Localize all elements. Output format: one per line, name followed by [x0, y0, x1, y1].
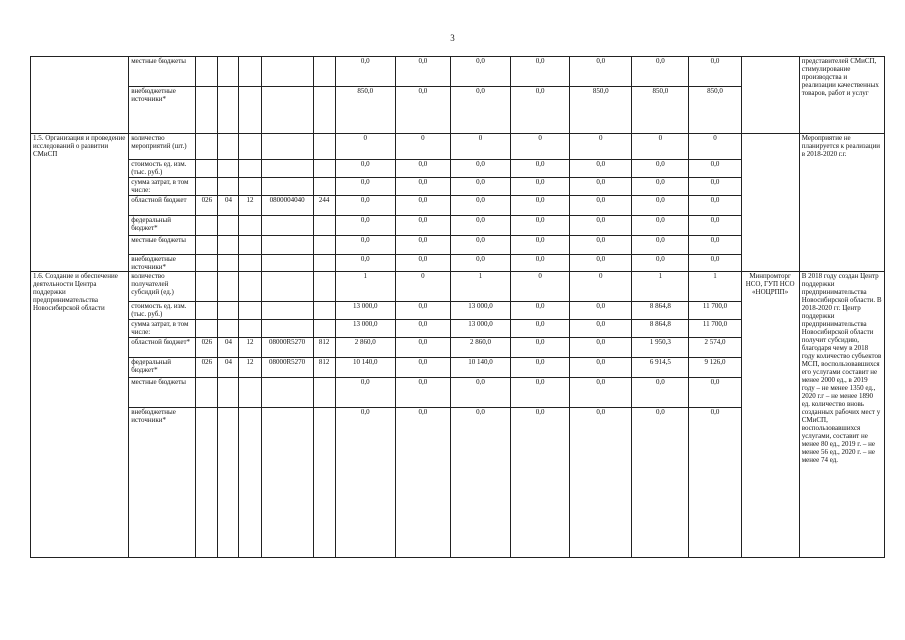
- value-cell: 0,0: [511, 302, 570, 320]
- budget-code: 04: [218, 358, 239, 378]
- budget-code: [196, 160, 218, 178]
- budget-code: [313, 272, 335, 302]
- indicator-label: местные бюджеты: [129, 378, 196, 408]
- budget-code: [261, 87, 313, 134]
- value-cell: 0,0: [511, 216, 570, 236]
- budget-code: [196, 272, 218, 302]
- budget-code: [313, 87, 335, 134]
- budget-code: [196, 408, 218, 558]
- value-cell: 13 000,0: [335, 302, 395, 320]
- executor: [741, 134, 799, 272]
- value-cell: 0,0: [395, 196, 450, 216]
- budget-code: [218, 378, 239, 408]
- value-cell: 0,0: [450, 378, 510, 408]
- value-cell: 850,0: [632, 87, 689, 134]
- value-cell: 0,0: [632, 216, 689, 236]
- expected-result: В 2018 году создан Центр поддержки предпринимательства Новосибирской области. В 2018-2020 гг. Центр поддержки предпринимательства Новосибирской области получит субсидию, благодаря чему в 2018 году количество субъектов МСП, воспользовавшихся его услугами составит не менее 2000 ед., в 2019 году – не менее 1350 ед., 2020 г.г – не менее 1890 ед. количество вновь созданных рабочих мест у СМиСП, воспользовавшихся услугами, составит не менее 80 ед., 2019 г. – не менее 56 ед., 2020 г. – не менее 74 ед.: [799, 272, 884, 558]
- value-cell: 0,0: [511, 378, 570, 408]
- value-cell: 0: [511, 272, 570, 302]
- budget-code: [313, 236, 335, 255]
- value-cell: 1: [689, 272, 741, 302]
- page-number: 3: [450, 33, 455, 43]
- budget-code: [239, 378, 261, 408]
- budget-code: [239, 408, 261, 558]
- value-cell: 0,0: [450, 408, 510, 558]
- table-row: [31, 134, 885, 160]
- budget-code: [261, 57, 313, 87]
- budget-code: [218, 57, 239, 87]
- value-cell: 0,0: [689, 236, 741, 255]
- value-cell: 0,0: [570, 160, 632, 178]
- budget-code: 026: [196, 358, 218, 378]
- value-cell: 0,0: [570, 320, 632, 338]
- budget-code: 08000R5270: [261, 358, 313, 378]
- table-row: [31, 272, 885, 302]
- value-cell: 0,0: [570, 255, 632, 272]
- value-cell: 0,0: [511, 358, 570, 378]
- budget-code: [218, 408, 239, 558]
- budget-code: [218, 87, 239, 134]
- value-cell: 0,0: [450, 160, 510, 178]
- value-cell: 850,0: [335, 87, 395, 134]
- budget-code: [261, 378, 313, 408]
- activity-title: 1.6. Создание и обеспечение деятельности Центра поддержки предпринимательства Новосибирской области: [31, 272, 129, 558]
- budget-code: [261, 302, 313, 320]
- value-cell: 0,0: [632, 57, 689, 87]
- value-cell: 2 574,0: [689, 338, 741, 358]
- budget-code: [196, 87, 218, 134]
- value-cell: 0,0: [632, 160, 689, 178]
- value-cell: 0,0: [395, 160, 450, 178]
- value-cell: 0,0: [511, 408, 570, 558]
- budget-code: [239, 255, 261, 272]
- value-cell: 2 860,0: [450, 338, 510, 358]
- executor: [741, 57, 799, 134]
- indicator-label: внебюджетные источники*: [129, 255, 196, 272]
- value-cell: 0,0: [335, 160, 395, 178]
- value-cell: 0,0: [570, 196, 632, 216]
- budget-code: [313, 302, 335, 320]
- budget-code: [218, 216, 239, 236]
- value-cell: 0,0: [570, 408, 632, 558]
- budget-code: 026: [196, 338, 218, 358]
- budget-code: [196, 378, 218, 408]
- value-cell: 0,0: [395, 57, 450, 87]
- budget-code: [196, 216, 218, 236]
- value-cell: 0: [689, 134, 741, 160]
- budget-code: [313, 160, 335, 178]
- budget-code: [196, 57, 218, 87]
- budget-code: [196, 302, 218, 320]
- indicator-label: областной бюджет*: [129, 338, 196, 358]
- value-cell: 0,0: [450, 255, 510, 272]
- value-cell: 0: [395, 272, 450, 302]
- value-cell: 0,0: [689, 160, 741, 178]
- budget-table: [30, 56, 885, 558]
- value-cell: 0,0: [689, 255, 741, 272]
- budget-code: 12: [239, 338, 261, 358]
- value-cell: 0,0: [395, 178, 450, 196]
- budget-code: [239, 320, 261, 338]
- budget-code: [261, 272, 313, 302]
- value-cell: 0,0: [395, 338, 450, 358]
- value-cell: 0,0: [570, 358, 632, 378]
- budget-code: [313, 255, 335, 272]
- value-cell: 0,0: [335, 236, 395, 255]
- value-cell: 0,0: [395, 320, 450, 338]
- indicator-label: сумма затрат, в том числе:: [129, 178, 196, 196]
- value-cell: 11 700,0: [689, 302, 741, 320]
- value-cell: 13 000,0: [450, 320, 510, 338]
- indicator-label: внебюджетные источники*: [129, 87, 196, 134]
- budget-code: 08000R5270: [261, 338, 313, 358]
- budget-code: [218, 236, 239, 255]
- value-cell: 0,0: [395, 358, 450, 378]
- value-cell: 0,0: [511, 196, 570, 216]
- budget-code: [218, 302, 239, 320]
- value-cell: 0: [395, 134, 450, 160]
- value-cell: 0,0: [395, 87, 450, 134]
- indicator-label: федеральный бюджет*: [129, 358, 196, 378]
- budget-code: [261, 320, 313, 338]
- budget-code: [218, 272, 239, 302]
- value-cell: 0,0: [395, 378, 450, 408]
- value-cell: 0,0: [570, 302, 632, 320]
- budget-code: [261, 255, 313, 272]
- value-cell: 0,0: [570, 57, 632, 87]
- budget-code: [313, 57, 335, 87]
- budget-code: [196, 320, 218, 338]
- value-cell: 0,0: [632, 255, 689, 272]
- value-cell: 0,0: [511, 255, 570, 272]
- value-cell: 0: [335, 134, 395, 160]
- value-cell: 0,0: [511, 160, 570, 178]
- value-cell: 0,0: [511, 236, 570, 255]
- value-cell: 850,0: [570, 87, 632, 134]
- budget-code: [313, 378, 335, 408]
- value-cell: 0,0: [335, 408, 395, 558]
- value-cell: 0,0: [335, 57, 395, 87]
- value-cell: 0,0: [395, 255, 450, 272]
- value-cell: 0,0: [450, 236, 510, 255]
- budget-code: [239, 302, 261, 320]
- budget-code: [196, 178, 218, 196]
- expected-result: Мероприятие не планируется к реализации в 2018-2020 г.г.: [799, 134, 884, 272]
- value-cell: 0,0: [689, 178, 741, 196]
- value-cell: 0,0: [450, 216, 510, 236]
- indicator-label: областной бюджет: [129, 196, 196, 216]
- value-cell: 0,0: [511, 338, 570, 358]
- executor: Минпромторг НСО, ГУП НСО «НОЦРПП»: [741, 272, 799, 558]
- value-cell: 0,0: [632, 196, 689, 216]
- budget-code: [196, 236, 218, 255]
- budget-code: [239, 57, 261, 87]
- value-cell: 0,0: [335, 216, 395, 236]
- value-cell: 10 140,0: [450, 358, 510, 378]
- value-cell: 0,0: [632, 408, 689, 558]
- budget-code: 12: [239, 358, 261, 378]
- expected-result: представителей СМиСП, стимулирование производства и реализации качественных товаров, работ и услуг: [799, 57, 884, 134]
- value-cell: 0,0: [450, 57, 510, 87]
- budget-code: [313, 216, 335, 236]
- value-cell: 0: [450, 134, 510, 160]
- activity-title: [31, 57, 129, 134]
- budget-code: 812: [313, 358, 335, 378]
- budget-code: [261, 134, 313, 160]
- value-cell: 1: [335, 272, 395, 302]
- budget-code: [196, 134, 218, 160]
- indicator-label: внебюджетные источники*: [129, 408, 196, 558]
- indicator-label: стоимость ед. изм. (тыс. руб.): [129, 302, 196, 320]
- value-cell: 8 864,8: [632, 320, 689, 338]
- value-cell: 0: [511, 134, 570, 160]
- budget-code: 0800004040: [261, 196, 313, 216]
- budget-code: [196, 255, 218, 272]
- budget-code: [239, 178, 261, 196]
- budget-code: 04: [218, 196, 239, 216]
- value-cell: 0,0: [632, 178, 689, 196]
- value-cell: 0,0: [632, 378, 689, 408]
- value-cell: 0,0: [689, 216, 741, 236]
- value-cell: 0,0: [570, 178, 632, 196]
- value-cell: 0,0: [395, 236, 450, 255]
- value-cell: 1: [632, 272, 689, 302]
- value-cell: 0,0: [395, 302, 450, 320]
- value-cell: 0,0: [450, 178, 510, 196]
- value-cell: 0,0: [335, 255, 395, 272]
- budget-code: [261, 408, 313, 558]
- value-cell: 0,0: [511, 57, 570, 87]
- value-cell: 0,0: [570, 236, 632, 255]
- indicator-label: стоимость ед. изм. (тыс. руб.): [129, 160, 196, 178]
- activity-title: 1.5. Организация и проведение исследований о развитии СМиСП: [31, 134, 129, 272]
- budget-code: [239, 160, 261, 178]
- value-cell: 1 950,3: [632, 338, 689, 358]
- value-cell: 0: [570, 272, 632, 302]
- budget-code: [313, 408, 335, 558]
- budget-code: [218, 320, 239, 338]
- budget-code: [261, 236, 313, 255]
- budget-code: [313, 134, 335, 160]
- budget-code: [313, 320, 335, 338]
- indicator-label: количество получателей субсидий (ед.): [129, 272, 196, 302]
- value-cell: 2 860,0: [335, 338, 395, 358]
- value-cell: 0,0: [570, 338, 632, 358]
- budget-code: [218, 178, 239, 196]
- value-cell: 0,0: [570, 216, 632, 236]
- value-cell: 0,0: [570, 378, 632, 408]
- value-cell: 0,0: [511, 87, 570, 134]
- value-cell: 0,0: [395, 216, 450, 236]
- value-cell: 0,0: [689, 196, 741, 216]
- value-cell: 0,0: [511, 320, 570, 338]
- budget-code: [239, 272, 261, 302]
- budget-code: [218, 255, 239, 272]
- budget-code: [218, 134, 239, 160]
- budget-code: [261, 216, 313, 236]
- value-cell: 0,0: [689, 378, 741, 408]
- value-cell: 11 700,0: [689, 320, 741, 338]
- table-row: [31, 57, 885, 87]
- budget-code: 04: [218, 338, 239, 358]
- value-cell: 0,0: [511, 178, 570, 196]
- indicator-label: количество мероприятий (шт.): [129, 134, 196, 160]
- value-cell: 13 000,0: [450, 302, 510, 320]
- budget-code: 812: [313, 338, 335, 358]
- value-cell: 850,0: [689, 87, 741, 134]
- budget-code: [313, 178, 335, 196]
- value-cell: 0,0: [689, 408, 741, 558]
- value-cell: 8 864,8: [632, 302, 689, 320]
- value-cell: 6 914,5: [632, 358, 689, 378]
- value-cell: 0,0: [335, 178, 395, 196]
- value-cell: 1: [450, 272, 510, 302]
- budget-code: 244: [313, 196, 335, 216]
- budget-code: [218, 160, 239, 178]
- value-cell: 9 126,0: [689, 358, 741, 378]
- budget-code: [261, 160, 313, 178]
- indicator-label: федеральный бюджет*: [129, 216, 196, 236]
- budget-code: [239, 216, 261, 236]
- value-cell: 0: [632, 134, 689, 160]
- indicator-label: местные бюджеты: [129, 57, 196, 87]
- budget-code: [261, 178, 313, 196]
- value-cell: 0,0: [335, 196, 395, 216]
- value-cell: 13 000,0: [335, 320, 395, 338]
- value-cell: 0,0: [450, 87, 510, 134]
- budget-code: [239, 236, 261, 255]
- budget-code: 12: [239, 196, 261, 216]
- value-cell: 0,0: [395, 408, 450, 558]
- budget-code: [239, 134, 261, 160]
- value-cell: 10 140,0: [335, 358, 395, 378]
- indicator-label: местные бюджеты: [129, 236, 196, 255]
- budget-code: 026: [196, 196, 218, 216]
- value-cell: 0,0: [335, 378, 395, 408]
- value-cell: 0: [570, 134, 632, 160]
- value-cell: 0,0: [450, 196, 510, 216]
- value-cell: 0,0: [689, 57, 741, 87]
- value-cell: 0,0: [632, 236, 689, 255]
- indicator-label: сумма затрат, в том числе:: [129, 320, 196, 338]
- budget-code: [239, 87, 261, 134]
